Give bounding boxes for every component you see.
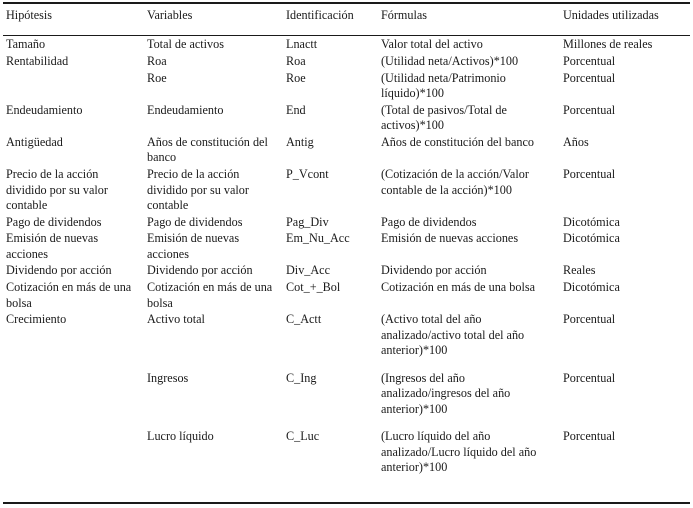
cell-hipotesis: Tamaño [6,37,46,52]
cell-unidad: Porcentual [563,429,616,444]
cell-variable: Ingresos [147,370,189,385]
cell-identificacion: C_Actt [286,312,322,327]
cell-hipotesis: Rentabilidad [6,54,69,69]
cell-variable: Precio de la acción dividido por su valor contable [147,167,249,212]
cell-formula: (Ingresos del año analizado/ingresos del año anterior)*100 [381,370,511,416]
cell-unidad: Reales [563,263,596,278]
cell-variable: Dividendo por acción [147,263,253,278]
header-formulas: Fórmulas [381,8,428,22]
table-row [3,167,690,215]
cell-variable: Cotización en más de una bolsa [147,280,273,310]
table-row [3,54,690,71]
cell-identificacion: Antig [286,135,314,150]
bottom-rule [3,502,690,504]
cell-identificacion: Roe [286,70,306,85]
cell-variable: Roa [147,54,167,69]
cell-formula: (Utilidad neta/Activos)*100 [381,54,519,69]
cell-hipotesis: Cotización en más de una bolsa [6,280,132,310]
cell-hipotesis: Dividendo por acción [6,263,112,278]
cell-formula: Dividendo por acción [381,263,487,278]
cell-hipotesis: Precio de la acción dividido por su valor contable [6,167,108,212]
cell-formula: Emisión de nuevas acciones [381,231,519,246]
table-body [3,35,690,476]
table-row [3,263,690,280]
cell-unidad: Millones de reales [563,37,653,52]
table-row [3,135,690,167]
cell-variable: Pago de dividendos [147,214,243,229]
cell-identificacion: C_Ing [286,370,317,385]
cell-identificacion: P_Vcont [286,167,329,182]
cell-hipotesis: Emisión de nuevas acciones [6,231,99,261]
cell-formula: (Lucro líquido del año analizado/Lucro líquido del año anterior)*100 [381,429,537,475]
cell-identificacion: Em_Nu_Acc [286,231,350,246]
cell-variable: Endeudamiento [147,102,224,117]
cell-unidad: Porcentual [563,312,616,327]
cell-identificacion: Div_Acc [286,263,330,278]
cell-variable: Total de activos [147,37,224,52]
header-identificacion: Identificación [286,8,354,22]
cell-variable: Activo total [147,312,205,327]
cell-unidad: Dicotómica [563,231,620,246]
cell-formula: Años de constitución del banco [381,135,534,150]
header-hipotesis: Hipótesis [6,8,53,22]
cell-identificacion: Roa [286,54,306,69]
cell-identificacion: End [286,102,306,117]
header-row [3,4,690,35]
cell-variable: Lucro líquido [147,429,214,444]
cell-formula: Cotización en más de una bolsa [381,280,535,295]
cell-unidad: Años [563,135,589,150]
table-row [3,312,690,360]
table-row [3,280,690,312]
cell-unidad: Dicotómica [563,280,620,295]
cell-unidad: Porcentual [563,70,616,85]
cell-formula: (Activo total del año analizado/activo total del año anterior)*100 [381,312,525,358]
table-row [3,35,690,54]
cell-identificacion: C_Luc [286,429,320,444]
cell-hipotesis: Endeudamiento [6,102,83,117]
table-row [3,360,690,419]
cell-identificacion: Pag_Div [286,214,329,229]
table-row [3,418,690,477]
table-row [3,215,690,232]
cell-formula: (Utilidad neta/Patrimonio líquido)*100 [381,70,506,101]
table-row [3,231,690,263]
cell-unidad: Porcentual [563,167,616,182]
table-header [3,4,690,35]
cell-formula: (Cotización de la acción/Valor contable de la acción)*100 [381,167,529,197]
variables-table [3,4,690,477]
cell-unidad: Porcentual [563,54,616,69]
cell-variable: Emisión de nuevas acciones [147,231,240,261]
cell-unidad: Dicotómica [563,214,620,229]
cell-identificacion: Cot_+_Bol [286,280,341,295]
cell-hipotesis [3,360,144,419]
cell-unidad: Porcentual [563,102,616,117]
cell-formula: Valor total del activo [381,37,483,52]
cell-identificacion: Lnactt [286,37,318,52]
cell-hipotesis: Antigüedad [6,135,63,150]
cell-formula: Pago de dividendos [381,214,477,229]
cell-hipotesis: Crecimiento [6,312,67,327]
cell-variable: Roe [147,70,167,85]
header-variables: Variables [147,8,193,22]
cell-hipotesis [3,418,144,477]
header-unidades: Unidades utilizadas [563,8,659,22]
cell-hipotesis [3,71,144,103]
cell-unidad: Porcentual [563,370,616,385]
cell-formula: (Total de pasivos/Total de activos)*100 [381,102,507,133]
table-row [3,71,690,103]
table-row [3,103,690,135]
cell-variable: Años de constitución del banco [147,135,268,165]
cell-hipotesis: Pago de dividendos [6,214,102,229]
